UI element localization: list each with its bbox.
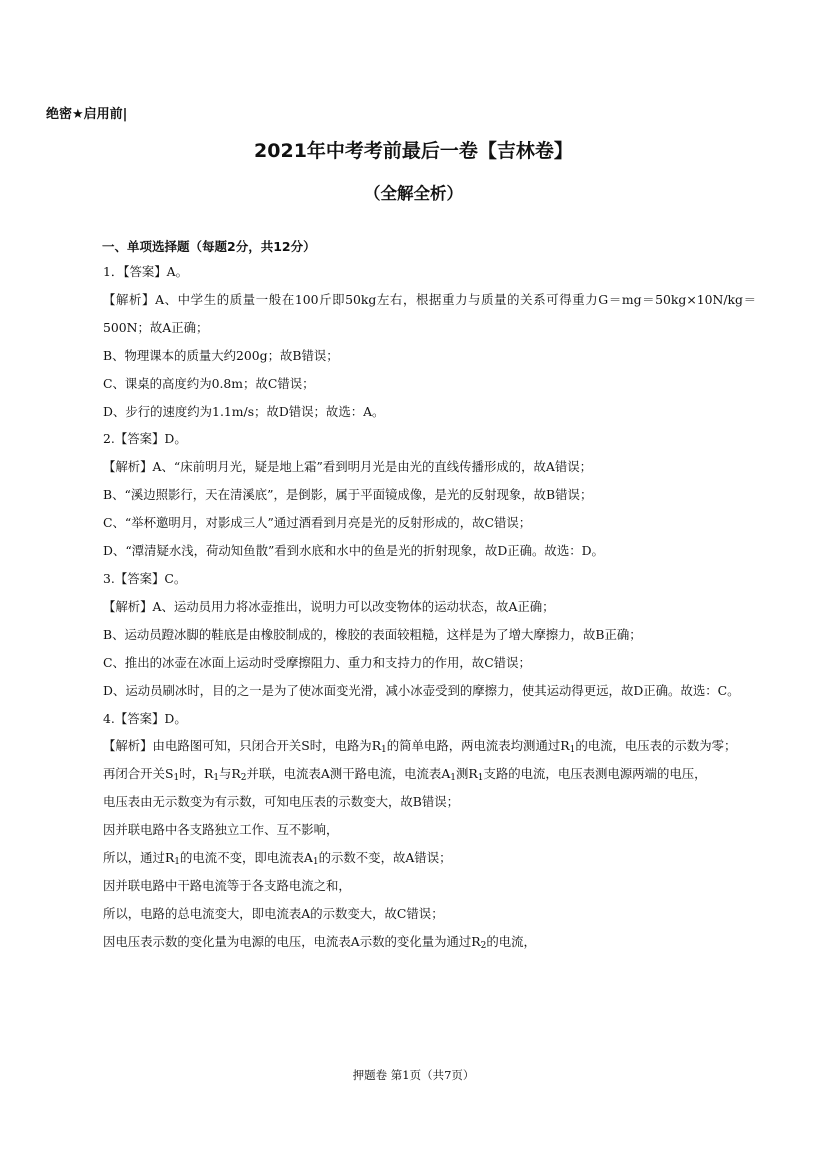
- q3-answer: 3.【答案】C。: [103, 570, 187, 586]
- q2-analysis-a: 【解析】A、“床前明月光，疑是地上霜”看到明月光是由光的直线传播形成的，故A错误；: [103, 459, 593, 475]
- confidential-label: 绝密★启用前|: [46, 107, 128, 122]
- text-run: 并联，电流表A测干路电流，电流表A: [246, 766, 451, 782]
- q3-analysis-a: 【解析】A、运动员用力将冰壶推出，说明力可以改变物体的运动状态，故A正确；: [103, 598, 555, 614]
- q3-analysis-c: C、推出的冰壶在冰面上运动时受摩擦阻力、重力和支持力的作用，故C错误；: [103, 654, 531, 670]
- q4-analysis-line8: [76, 928, 756, 956]
- q2-answer: 2.【答案】D。: [103, 431, 187, 447]
- document-title: 2021年中考考前最后一卷【吉林卷】: [254, 140, 573, 162]
- text-run: 的简单电路，两电流表均测通过R: [386, 738, 570, 754]
- text-run: 的示数不变，故A错误；: [318, 850, 452, 866]
- document-subtitle: （全解全析）: [364, 184, 463, 203]
- q4-analysis-line2: [76, 760, 756, 788]
- q1-analysis-b: B、物理课本的质量大约200g；故B错误；: [103, 347, 339, 363]
- q1-analysis-a: 【解析】A、中学生的质量一般在100斤即50kg左右，根据重力与质量的关系可得重力G＝mg＝50kg×10N/kg＝500N；故A正确；: [103, 291, 756, 335]
- q1-analysis-c: C、课桌的高度约为0.8m；故C错误；: [103, 375, 315, 391]
- q4-analysis-line5: [76, 844, 756, 872]
- text-run: 测R: [456, 766, 478, 782]
- subscript: 2: [240, 773, 247, 784]
- q4-analysis-line1: [76, 732, 756, 760]
- subscript: 1: [213, 773, 220, 784]
- text-run: 的电流不变，即电流表A: [180, 850, 313, 866]
- q4-answer: 4.【答案】D。: [103, 710, 187, 726]
- text-run: 再闭合开关S: [103, 766, 174, 782]
- q4-analysis-line4: 因并联电路中各支路独立工作、互不影响，: [103, 822, 339, 838]
- q2-analysis-b: B、“溪边照影行，天在清溪底”，是倒影，属于平面镜成像，是光的反射现象，故B错误；: [103, 487, 593, 503]
- answer-body: [76, 258, 756, 956]
- subscript: 1: [381, 745, 387, 756]
- q4-analysis-line6: 因并联电路中干路电流等于各支路电流之和，: [103, 877, 351, 893]
- subscript: 1: [477, 773, 484, 784]
- text-run: 【解析】由电路图可知，只闭合开关S时，电路为R: [103, 738, 382, 754]
- subscript: 1: [450, 773, 457, 784]
- text-run: 时，R: [179, 766, 214, 782]
- subscript: 1: [569, 745, 576, 756]
- text-run: 与R: [219, 766, 241, 782]
- subscript: 1: [312, 857, 319, 868]
- text-run: 所以，通过R: [103, 850, 175, 866]
- q2-analysis-d: D、“潭清疑水浅，荷动知鱼散”看到水底和水中的鱼是光的折射现象，故D正确。故选：D。: [103, 543, 604, 559]
- q1-analysis-d: D、步行的速度约为1.1m/s；故D错误；故选：A。: [103, 403, 385, 419]
- q3-analysis-d: D、运动员刷冰时，目的之一是为了使冰面变光滑，减小冰壶受到的摩擦力，使其运动得更远，故D正确。故选：C。: [103, 682, 740, 698]
- q4-analysis-line7: 所以，电路的总电流变大，即电流表A的示数变大，故C错误；: [103, 905, 444, 921]
- q3-analysis-b: B、运动员蹬冰脚的鞋底是由橡胶制成的，橡胶的表面较粗糙，这样是为了增大摩擦力，故B正确；: [103, 626, 642, 642]
- q2-analysis-c: C、“举杯邀明月，对影成三人”通过酒看到月亮是光的反射形成的，故C错误；: [103, 515, 532, 531]
- q1-answer: 1．【答案】A。: [103, 264, 188, 279]
- text-run: 的电流，电压表的示数为零；: [575, 738, 737, 754]
- text-run: 支路的电流，电压表测电源两端的电压，: [483, 766, 707, 782]
- page-footer: 押题卷 第1页（共7页）: [352, 1068, 475, 1082]
- subscript: 1: [173, 773, 180, 784]
- subscript: 1: [174, 857, 181, 868]
- section-heading: 一、单项选择题（每题2分，共12分）: [102, 239, 316, 254]
- subscript: 2: [480, 940, 487, 951]
- text-run: 因电压表示数的变化量为电源的电压，电流表A示数的变化量为通过R: [103, 933, 481, 949]
- text-run: 的电流，: [486, 933, 536, 949]
- q4-analysis-line3: 电压表由无示数变为有示数，可知电压表的示数变大，故B错误；: [103, 794, 460, 810]
